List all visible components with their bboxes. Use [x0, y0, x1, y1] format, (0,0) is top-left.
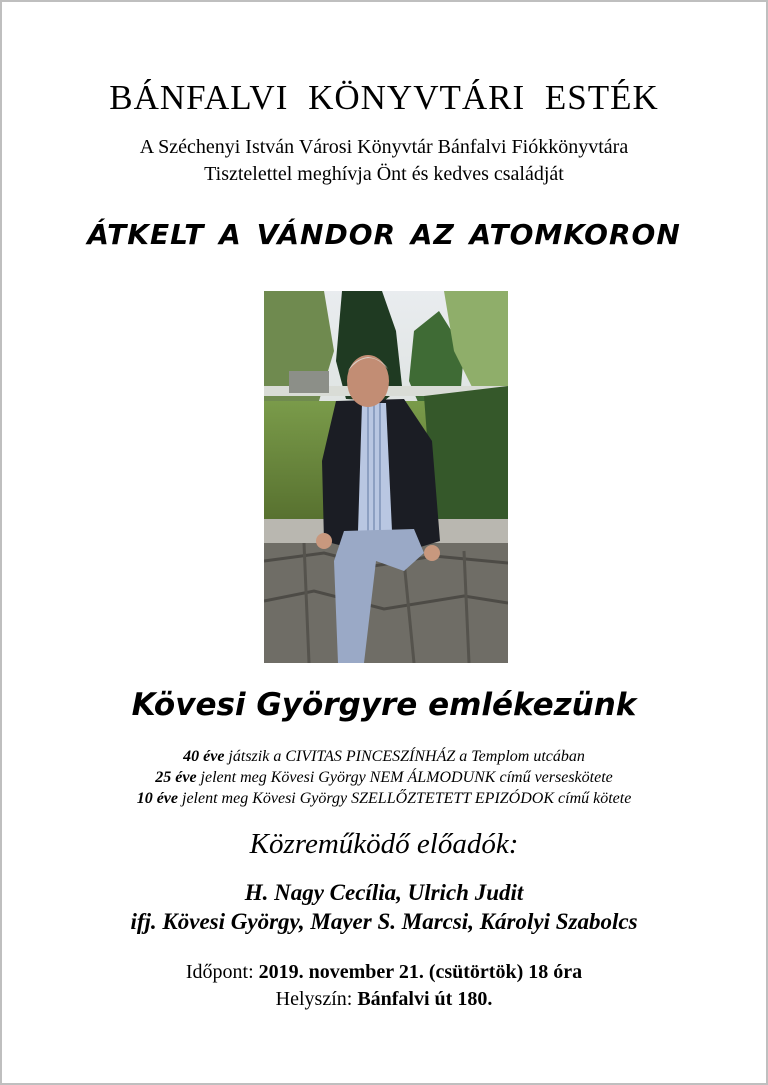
anniversary-text: jelent meg Kövesi György SZELLŐZTETETT EPIZÓDOK című kötete: [178, 790, 632, 807]
time-value: 2019. november 21. (csütörtök) 18 óra: [258, 961, 583, 983]
anniversary-text: játszik a CIVITAS PINCESZÍNHÁZ a Templom utcában: [224, 748, 585, 765]
performers-line-1: H. Nagy Cecília, Ulrich Judit: [244, 880, 524, 905]
memorial-subtitle: Kövesi Györgyre emlékezünk: [131, 687, 637, 723]
anniversary-line: [2, 748, 766, 766]
anniversary-line: [2, 790, 766, 808]
portrait-photo-icon: [264, 291, 508, 663]
location-value: Bánfalvi út 180.: [357, 988, 493, 1010]
series-title: BÁNFALVI KÖNYVTÁRI ESTÉK: [109, 78, 659, 117]
organizer-line-1: A Széchenyi István Városi Könyvtár Bánfalvi Fiókkönyvtára: [139, 136, 629, 158]
anniversary-text: jelent meg Kövesi György NEM ÁLMODUNK című verseskötete: [196, 769, 613, 786]
location-label: Helyszín:: [275, 988, 358, 1010]
event-title: ÁTKELT A VÁNDOR AZ ATOMKORON: [87, 218, 681, 251]
anniversary-years: 25 éve: [155, 769, 197, 786]
anniversary-years: 40 éve: [183, 748, 225, 765]
performers-heading: Közreműködő előadók:: [249, 828, 519, 860]
anniversary-years: 10 éve: [136, 790, 178, 807]
event-location: [2, 988, 766, 1011]
event-time: [2, 961, 766, 984]
organizer-line-2: Tisztelettel meghívja Önt és kedves családját: [204, 163, 564, 185]
anniversary-line: [2, 769, 766, 787]
performers-line-2: ifj. Kövesi György, Mayer S. Marcsi, Károlyi Szabolcs: [130, 909, 638, 934]
time-label: Időpont:: [185, 961, 259, 983]
